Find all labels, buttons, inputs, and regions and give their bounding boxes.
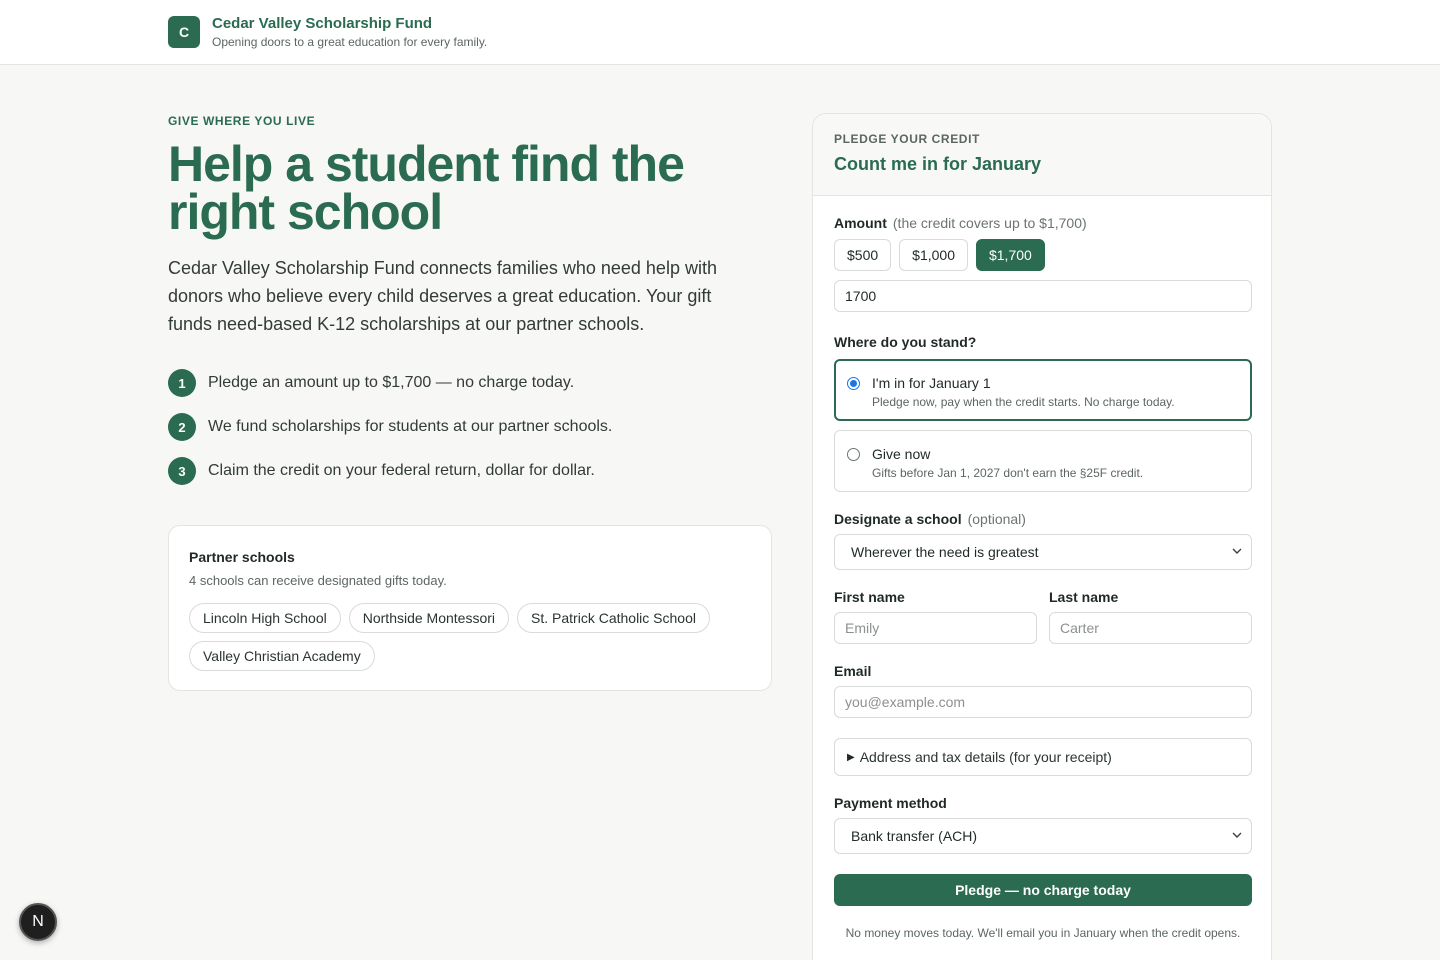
partners-title: Partner schools (189, 549, 295, 565)
partner-schools-card (168, 525, 772, 691)
pledge-form-card (812, 113, 1272, 960)
hero-eyebrow: GIVE WHERE YOU LIVE (168, 114, 316, 128)
last-name-label: Last name (1049, 589, 1119, 605)
step-item (168, 369, 768, 397)
school-label-text: Designate a school (834, 511, 962, 527)
payment-select-value: Bank transfer (ACH) (851, 828, 978, 844)
chevron-down-icon (1231, 829, 1243, 841)
timing-option-desc: Gifts before Jan 1, 2027 don't earn the §25F credit. (872, 466, 1144, 480)
form-eyebrow: PLEDGE YOUR CREDIT (834, 132, 980, 146)
step-number: 2 (168, 413, 196, 441)
timing-option-title: I'm in for January 1 (872, 375, 991, 391)
form-title: Count me in for January (834, 154, 1042, 174)
step-text: Claim the credit on your federal return, dollar for dollar. (208, 462, 595, 479)
form-header (813, 114, 1272, 196)
step-number: 3 (168, 457, 196, 485)
email-label: Email (834, 663, 872, 679)
email-field[interactable]: you@example.com (834, 686, 1252, 718)
timing-option-title: Give now (872, 446, 931, 462)
first-name-field[interactable]: Emily (834, 612, 1037, 644)
school-chip[interactable]: St. Patrick Catholic School (517, 603, 710, 633)
step-text: We fund scholarships for students at our partner schools. (208, 418, 613, 435)
timing-option-desc: Pledge now, pay when the credit starts. No charge today. (872, 395, 1175, 409)
school-chip[interactable]: Lincoln High School (189, 603, 341, 633)
address-details-toggle[interactable] (834, 738, 1252, 776)
brand-logo: C (168, 16, 200, 48)
stand-label: Where do you stand? (834, 334, 977, 350)
school-chip-list (189, 603, 749, 671)
step-number: 1 (168, 369, 196, 397)
amount-label-text: Amount (834, 215, 887, 231)
payment-method-select[interactable] (834, 818, 1252, 854)
amount-input[interactable]: 1700 (834, 280, 1252, 312)
radio-button[interactable] (847, 377, 860, 390)
top-bar (0, 0, 1440, 65)
hero-lede: Cedar Valley Scholarship Fund connects families who need help with donors who believe every child deserves a great education. Your gift funds need-based K-12 scholarships at our partner schools. (168, 258, 717, 334)
brand-name[interactable]: Cedar Valley Scholarship Fund (212, 15, 433, 32)
school-label (834, 511, 1026, 527)
school-chip[interactable]: Valley Christian Academy (189, 641, 375, 671)
hero-headline: Help a student find the right school (168, 136, 684, 240)
badge-letter: N (32, 913, 44, 930)
how-it-works-steps (168, 369, 768, 501)
chevron-down-icon (1231, 545, 1243, 557)
first-name-label: First name (834, 589, 905, 605)
school-chip[interactable]: Northside Montessori (349, 603, 509, 633)
radio-button[interactable] (847, 448, 860, 461)
amount-1700-button[interactable]: $1,700 (976, 239, 1045, 271)
amount-500-button[interactable]: $500 (834, 239, 891, 271)
form-footnote: No money moves today. We'll email you in January when the credit opens. (845, 926, 1241, 940)
amount-hint: (the credit covers up to $1,700) (892, 215, 1087, 231)
step-item (168, 413, 768, 441)
partners-subtitle: 4 schools can receive designated gifts today. (189, 573, 447, 588)
school-select[interactable] (834, 534, 1252, 570)
school-select-value: Wherever the need is greatest (851, 544, 1039, 560)
brand-tagline: Opening doors to a great education for every family. (212, 35, 488, 49)
school-hint: (optional) (967, 511, 1026, 527)
payment-label: Payment method (834, 795, 947, 811)
amount-1000-button[interactable]: $1,000 (899, 239, 968, 271)
last-name-field[interactable]: Carter (1049, 612, 1252, 644)
step-text: Pledge an amount up to $1,700 — no charge today. (208, 374, 575, 391)
step-item (168, 457, 768, 485)
dev-tools-badge[interactable] (19, 903, 57, 941)
address-details-summary: Address and tax details (for your receipt) (859, 749, 1112, 765)
amount-presets (834, 239, 1045, 271)
disclosure-triangle-icon: ▶ (847, 751, 855, 763)
amount-label (834, 215, 1087, 231)
timing-option-give-now[interactable] (834, 430, 1252, 492)
pledge-submit-button[interactable]: Pledge — no charge today (834, 874, 1252, 906)
timing-option-january[interactable] (834, 359, 1252, 421)
